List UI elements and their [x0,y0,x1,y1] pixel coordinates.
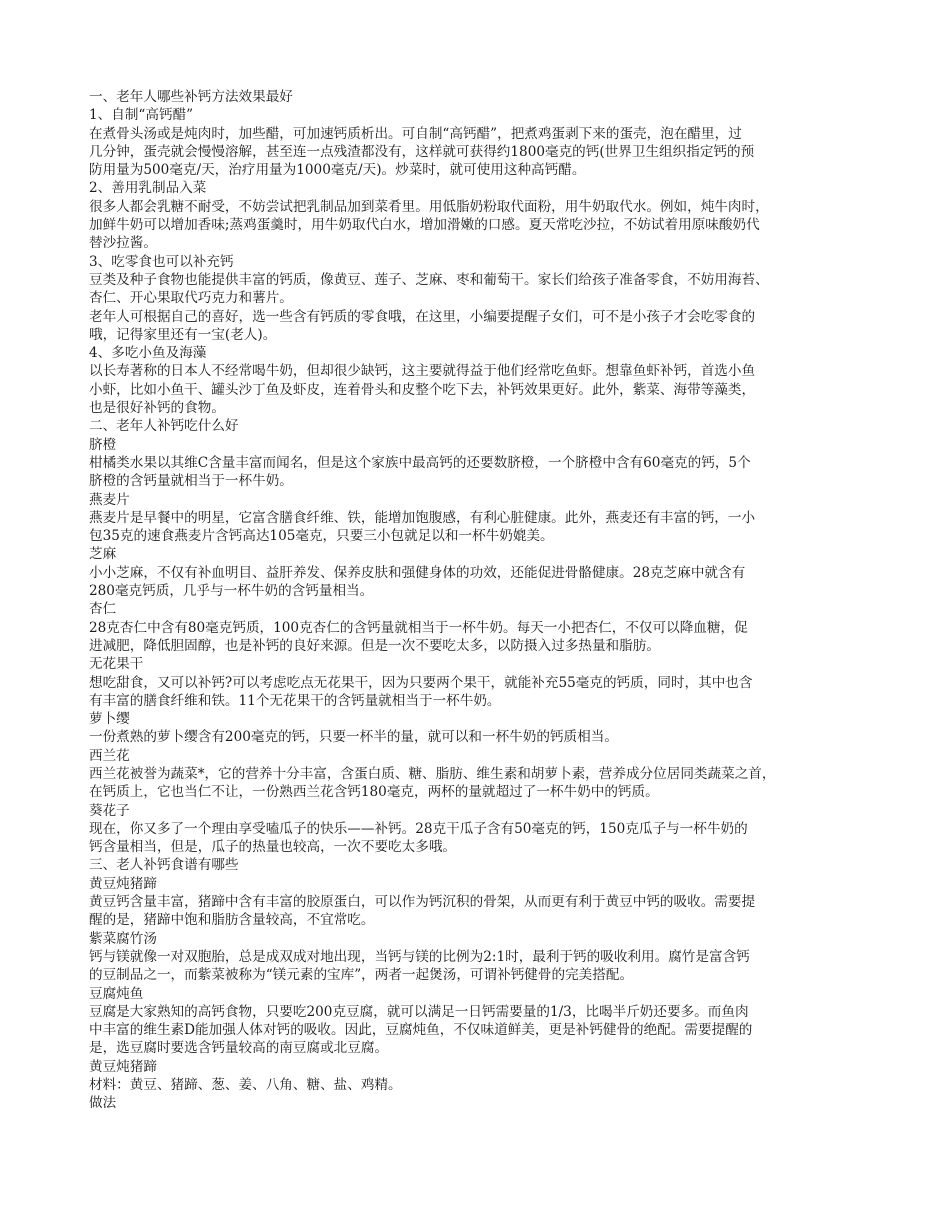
paragraph-line: 有丰富的膳食纤维和铁。11个无花果干的含钙量就相当于一杯牛奶。 [89,692,501,709]
paragraph-line: 很多人都会乳糖不耐受，不妨尝试把乳制品加到菜肴里。用低脂奶粉取代面粉，用牛奶取代水。例如，炖牛肉时， [89,198,769,215]
paragraph-line: 也是很好补钙的食物。 [89,400,225,417]
paragraph-line: 以长寿著称的日本人不经常喝牛奶，但却很少缺钙，这主要就得益于他们经常吃鱼虾。想靠鱼虾补钙，首选小鱼 [89,363,756,380]
paragraph-line: 进减肥，降低胆固醇，也是补钙的良好来源。但是一次不要吃太多，以防摄入过多热量和脂肪。 [89,637,660,654]
subheading: 豆腐炖鱼 [89,985,144,1002]
paragraph-line: 豆类及种子食物也能提供丰富的钙质，像黄豆、莲子、芝麻、枣和葡萄干。家长们给孩子准备零食，不妨用海苔、 [89,271,769,288]
paragraph-line: 小小芝麻，不仅有补血明目、益肝养发、保养皮肤和强健身体的功效，还能促进骨骼健康。28克芝麻中就含有 [89,564,746,581]
subheading: 西兰花 [89,747,130,764]
paragraph-line: 加鲜牛奶可以增加香味;蒸鸡蛋羹时，用牛奶取代白水，增加滑嫩的口感。夏天常吃沙拉，不妨试着用原味酸奶代 [89,217,760,234]
paragraph-line: 杏仁、开心果取代巧克力和薯片。 [89,290,293,307]
section-heading: 一、老年人哪些补钙方法效果最好 [89,89,293,105]
paragraph-line: 钙与镁就像一对双胞胎，总是成双成对地出现，当钙与镁的比例为2:1时，最利于钙的吸收利用。腐竹是富含钙 [89,948,750,965]
subheading: 杏仁 [89,601,117,618]
paragraph-line: 是，选豆腐时要选含钙量较高的南豆腐或北豆腐。 [89,1040,389,1057]
paragraph-line: 豆腐是大家熟知的高钙食物，只要吃200克豆腐，就可以满足一日钙需要量的1/3，比喝半斤奶还要多。而鱼肉 [89,1003,749,1020]
subheading: 黄豆炖猪蹄 [89,875,157,892]
paragraph-line: 现在，你又多了一个理由享受嗑瓜子的快乐——补钙。28克干瓜子含有50毫克的钙，150克瓜子与一杯牛奶的 [89,820,748,837]
paragraph-line: 黄豆钙含量丰富，猪蹄中含有丰富的胶原蛋白，可以作为钙沉积的骨架，从而更有利于黄豆中钙的吸收。需要提 [89,894,756,911]
paragraph-line: 28克杏仁中含有80毫克钙质，100克杏仁的含钙量就相当于一杯牛奶。每天一小把杏仁，不仅可以降血糖，促 [89,619,748,636]
subheading: 紫菜腐竹汤 [89,930,157,947]
subheading: 萝卜缨 [89,711,130,728]
subheading: 1、自制“高钙醋” [89,107,194,124]
subheading: 4、多吃小鱼及海藻 [89,345,207,362]
article-body [89,88,869,1113]
subheading: 芝麻 [89,546,117,563]
paragraph-line: 的豆制品之一，而紫菜被称为“镁元素的宝库”，两者一起煲汤，可谓补钙健骨的完美搭配。 [89,967,634,984]
paragraph-line: 燕麦片是早餐中的明星，它富含膳食纤维、铁，能增加饱腹感，有利心脏健康。此外，燕麦还有丰富的钙，一小 [89,509,756,526]
paragraph-line: 中丰富的维生素D能加强人体对钙的吸收。因此，豆腐炖鱼，不仅味道鲜美，更是补钙健骨的绝配。需要提醒的 [89,1022,753,1039]
section-heading: 三、老人补钙食谱有哪些 [89,857,239,874]
paragraph-line: 醒的是，猪蹄中饱和脂肪含量较高，不宜常吃。 [89,912,375,929]
paragraph-line: 在钙质上，它也当仁不让，一份熟西兰花含钙180毫克，两杯的量就超过了一杯牛奶中的钙质。 [89,784,659,801]
paragraph-line: 想吃甜食，又可以补钙?可以考虑吃点无花果干，因为只要两个果干，就能补充55毫克的钙质，同时，其中也含 [89,674,753,691]
paragraph-line: 柑橘类水果以其维C含量丰富而闻名，但是这个家族中最高钙的还要数脐橙，一个脐橙中含有60毫克的钙，5个 [89,454,751,471]
paragraph-line: 哦，记得家里还有一宝(老人)。 [89,326,277,343]
paragraph-line: 老年人可根据自己的喜好，选一些含有钙质的零食哦，在这里，小编要提醒子女们，可不是小孩子才会吃零食的 [89,308,756,325]
paragraph-line: 包35克的速食燕麦片含钙高达105毫克，只要三小包就足以和一杯牛奶媲美。 [89,528,554,545]
subheading: 无花果干 [89,656,144,673]
paragraph-line: 280毫克钙质，几乎与一杯牛奶的含钙量相当。 [89,583,374,600]
paragraph-line: 小虾，比如小鱼干、罐头沙丁鱼及虾皮，连着骨头和皮整个吃下去，补钙效果更好。此外，紫菜、海带等藻类， [89,381,756,398]
paragraph-line: 西兰花被誉为蔬菜*，它的营养十分丰富，含蛋白质、糖、脂肪、维生素和胡萝卜素，营养成分位居同类蔬菜之首， [89,765,776,782]
subheading: 葵花子 [89,802,130,819]
paragraph-line: 一份煮熟的萝卜缨含有200毫克的钙，只要一杯半的量，就可以和一杯牛奶的钙质相当。 [89,729,618,746]
paragraph-line: 防用量为500毫克/天，治疗用量为1000毫克/天)。炒菜时，就可使用这种高钙醋。 [89,162,586,179]
section-heading: 二、老年人补钙吃什么好 [89,418,239,435]
subheading: 黄豆炖猪蹄 [89,1058,157,1075]
subheading: 3、吃零食也可以补充钙 [89,253,234,270]
subheading: 燕麦片 [89,491,130,508]
paragraph-line: 材料：黄豆、猪蹄、葱、姜、八角、糖、盐、鸡精。 [89,1077,402,1094]
paragraph-line: 几分钟，蛋壳就会慢慢溶解，甚至连一点残渣都没有，这样就可获得约1800毫克的钙(世界卫生组织指定钙的预 [89,143,755,160]
paragraph-line: 替沙拉酱。 [89,235,157,252]
subheading: 脐橙 [89,436,117,453]
paragraph-line: 在煮骨头汤或是炖肉时，加些醋，可加速钙质析出。可自制“高钙醋”，把煮鸡蛋剥下来的蛋壳，泡在醋里，过 [89,125,742,142]
subheading: 2、善用乳制品入菜 [89,180,207,197]
subheading: 做法 [89,1095,117,1112]
paragraph-line: 脐橙的含钙量就相当于一杯牛奶。 [89,473,293,490]
paragraph-line: 钙含量相当，但是，瓜子的热量也较高，一次不要吃太多哦。 [89,839,457,856]
